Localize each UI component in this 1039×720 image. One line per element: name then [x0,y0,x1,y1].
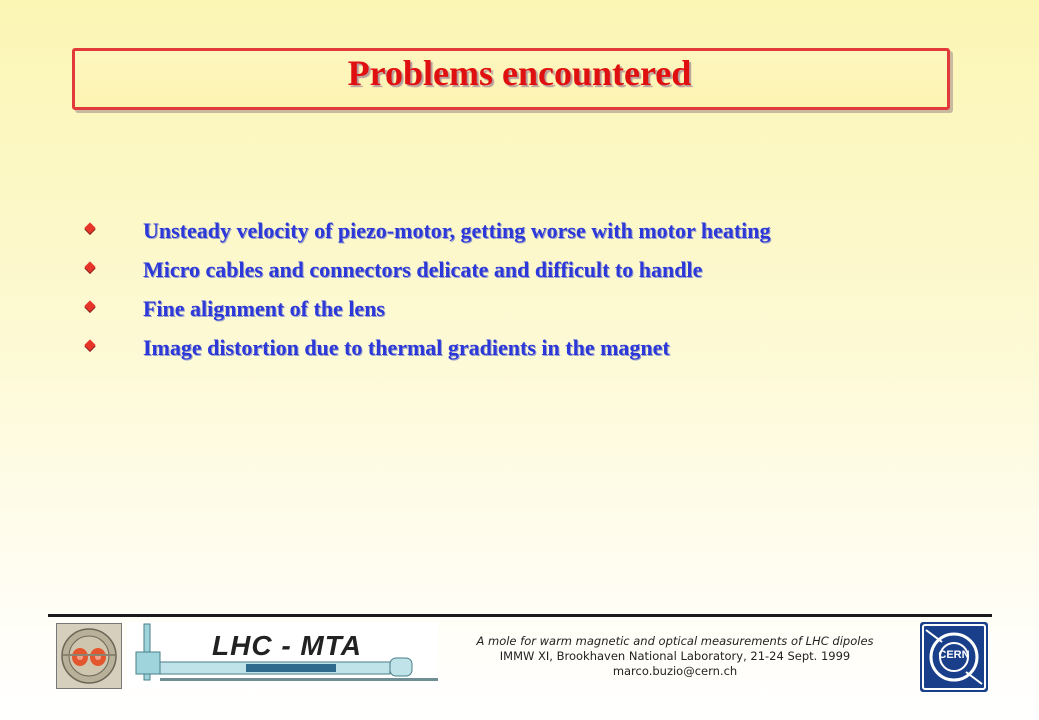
bullet-item [80,296,980,335]
slide-title: Problems encountered [347,53,692,93]
bullet-item [80,335,980,374]
footer-line-talk: A mole for warm magnetic and optical measurements of LHC dipoles [476,634,874,648]
footer-line-conference: IMMW XI, Brookhaven National Laboratory, 21-24 Sept. 1999 [499,649,851,663]
magnet-cross-section-logo [56,623,122,689]
bullet-text: Unsteady velocity of piezo-motor, getting worse with motor heating [143,218,771,243]
footer-line-email: marco.buzio@cern.ch [612,664,738,678]
bullet-text: Fine alignment of the lens [143,296,385,321]
footer-divider [48,614,992,617]
cern-logo-text: CERN [938,649,970,661]
lhc-mta-logo [126,622,438,688]
cern-logo [920,622,988,692]
bullet-text: Image distortion due to thermal gradients in the magnet [143,335,670,360]
bullet-item [80,257,980,296]
bullet-list [80,218,980,374]
mta-logo-text: LHC - MTA [212,630,362,661]
footer-caption [440,634,910,679]
diamond-bullet-icon [84,261,95,272]
diamond-bullet-icon [84,339,95,350]
diamond-bullet-icon [84,300,95,311]
diamond-bullet-icon [84,222,95,233]
bullet-item [80,218,980,257]
bullet-text: Micro cables and connectors delicate and difficult to handle [143,257,703,282]
